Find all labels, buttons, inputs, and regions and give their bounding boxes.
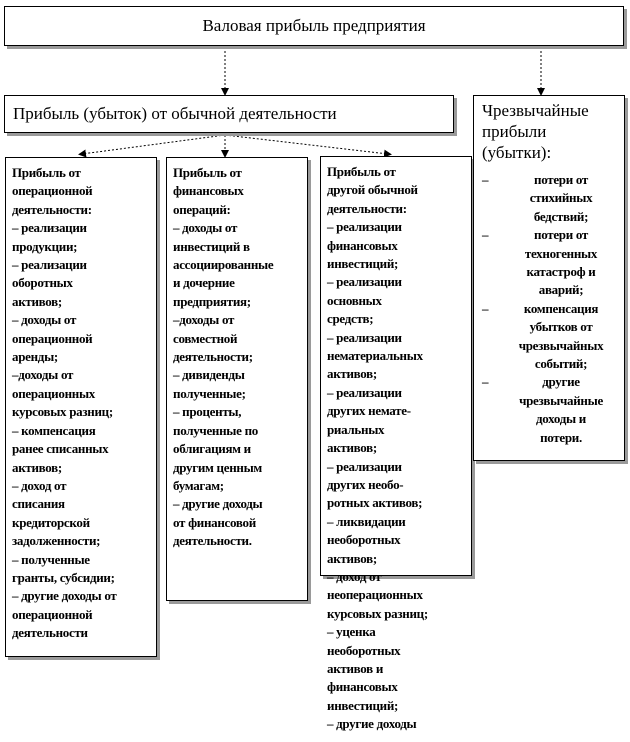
column-item-line: продукции; [12,238,78,254]
column-item-line: неоперационных [327,587,423,603]
list-dash: – [482,172,489,187]
gross-profit-title: Валовая прибыль предприятия [202,16,426,35]
other-ordinary-activity-box [320,156,472,732]
column-item-line: деятельности. [173,533,252,549]
column-title-line: другой обычной [327,182,418,198]
column-item-line: – ликвидации [327,513,406,529]
column-title-line: финансовых [173,183,244,199]
column-item-line: ассоциированные [173,257,274,273]
extraordinary-title [482,100,616,163]
column-item-line: – доходы от [173,220,238,236]
column-item-line: задолженности; [12,533,101,549]
column-item-line: – доходы от [12,312,77,328]
column-item-line: оборотных [12,275,73,291]
operational-activity-box [5,157,157,657]
column-item-line: необоротных [327,642,401,658]
extraordinary-list [482,171,616,447]
column-item-line: активов; [12,459,62,475]
column-title-line: Прибыль от [12,165,81,180]
column-item-line: основных [327,292,382,308]
extraordinary-item [482,171,616,226]
column-title-line: Прибыль от [327,164,396,179]
extraordinary-item-line: потери от [534,172,588,187]
column-title-line: операций: [173,201,231,217]
list-dash: – [482,300,489,316]
ordinary-activity-box [4,95,454,133]
column-item-line: операционных [12,385,96,401]
list-dash: – [482,374,489,390]
column-item-line: – доход от [327,568,382,584]
column-item-line: – доход от [12,477,67,493]
column-item-line: активов; [327,550,377,566]
column-item-line: совместной [173,330,238,346]
column-item-line: полученные по [173,422,258,438]
extraordinary-item-line: бедствий; [533,208,589,224]
extraordinary-title-line: прибыли [482,122,547,141]
column-item-line: – реализации [12,257,87,273]
column-item-line: курсовых разниц; [12,404,113,420]
column-item-line: – реализации [12,220,87,236]
column-item-line: аренды; [12,349,58,365]
column-item-line: предприятия; [173,293,251,309]
extraordinary-item-line: событий; [534,356,588,372]
column-item-line: операционной [12,606,93,622]
column-item-line: активов; [12,293,62,309]
extraordinary-item-line: техногенных [524,245,598,261]
extraordinary-item [482,300,616,374]
column-item-line: – реализации [327,329,402,345]
list-dash: – [482,227,489,243]
column-item-line: – компенсация [12,422,96,438]
column-item-line: ранее списанных [12,441,109,457]
column-item-line: других необо- [327,476,404,492]
column-item-line: ротных активов; [327,495,423,511]
column-item-line: операционной [12,330,93,346]
column-item-line: деятельности [12,625,88,641]
gross-profit-box [4,6,624,46]
column-item-line: бумагам; [173,477,224,493]
extraordinary-item-line: катастроф и [526,264,596,280]
column-item-line: активов и [327,660,384,676]
column-title-line: деятельности: [327,200,407,216]
column-item-line: – проценты, [173,404,242,420]
column-item-line: от финансовой [173,514,256,530]
column-item-line: – уценка [327,624,376,640]
extraordinary-item-line: чрезвычайные [519,392,603,408]
extraordinary-title-line: Чрезвычайные [482,101,589,120]
column-item-line: курсовых разниц; [327,605,428,621]
column-item-line: финансовых [327,237,398,253]
extraordinary-item-line: чрезвычайных [518,337,604,353]
column-item-line: – реализации [327,384,402,400]
column-item-line: – полученные [12,551,90,567]
extraordinary-item-line: потери. [540,429,582,445]
column-item-line: и дочерние [173,275,235,291]
extraordinary-item [482,373,616,447]
column-item-line: – реализации [327,219,402,235]
column-title-line: операционной [12,183,93,199]
column-item-line: гранты, субсидии; [12,569,115,585]
column-item-line: средств; [327,311,374,327]
column-item-line: инвестиций в [173,238,250,254]
column-title-line: деятельности: [12,201,92,217]
column-item-line: инвестиций; [327,697,399,713]
financial-operations-box [166,157,308,601]
extraordinary-title-line: (убытки): [482,143,552,162]
column-item-line: активов; [327,366,377,382]
column-item-line: –доходы от [173,312,235,328]
column-item-line: нематериальных [327,348,423,364]
column-item-line: списания [12,496,65,512]
column-item-line: деятельности; [173,349,253,365]
column-item-line: – другие доходы от [12,588,117,604]
column-item-line: – реализации [327,458,402,474]
column-item-line: других немате- [327,403,411,419]
extraordinary-item [482,226,616,300]
arrow-ordinary-to-operational [82,135,225,154]
column-title-line: Прибыль от [173,165,242,180]
extraordinary-item-line: доходы и [536,411,586,427]
column-item-line: –доходы от [12,367,74,383]
arrow-ordinary-to-other [225,135,388,154]
column-item-line: – дивиденды [173,367,245,383]
column-item-line: полученные; [173,385,246,401]
extraordinary-item-line: другие [542,374,580,390]
column-item-line: риальных [327,421,385,437]
extraordinary-item-line: аварий; [538,282,584,298]
column-item-line: активов; [327,440,377,456]
extraordinary-box [473,95,625,461]
column-item-line: необоротных [327,532,401,548]
column-item-line: – другие доходы [327,716,417,732]
extraordinary-item-line: стихийных [529,190,593,206]
column-item-line: финансовых [327,679,398,695]
column-item-line: – другие доходы [173,496,263,512]
column-item-line: кредиторской [12,514,90,530]
extraordinary-item-line: компенсация [523,300,599,316]
extraordinary-item-line: потери от [534,227,588,243]
column-item-line: инвестиций; [327,256,399,272]
extraordinary-item-line: убытков от [529,319,593,335]
column-item-line: облигациям и [173,441,251,457]
ordinary-activity-title: Прибыль (убыток) от обычной деятельности [13,104,337,123]
column-item-line: другим ценным [173,459,262,475]
column-item-line: – реализации [327,274,402,290]
